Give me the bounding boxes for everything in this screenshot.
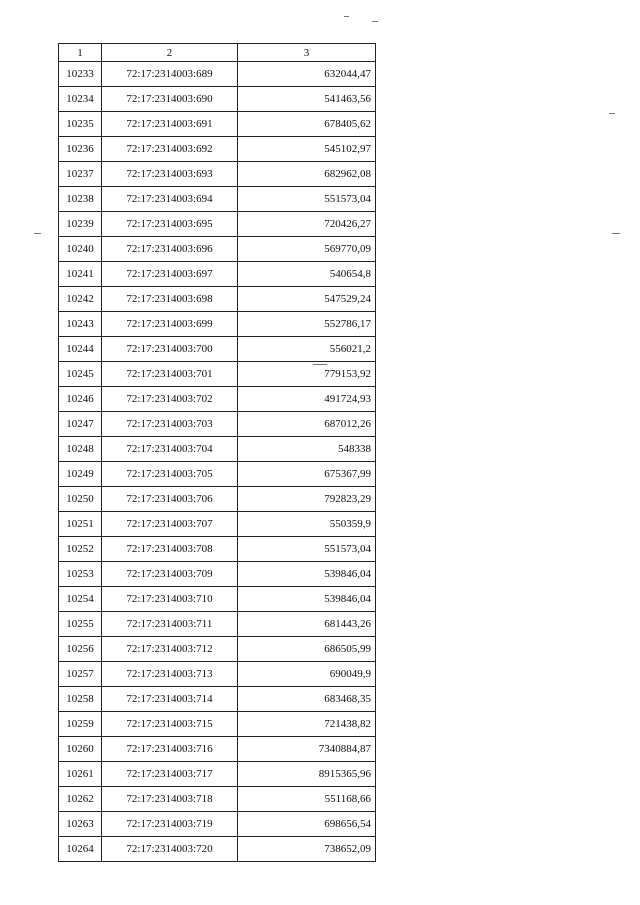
cadastral-number: 72:17:2314003:716 [102,737,238,762]
cadastral-number: 72:17:2314003:697 [102,262,238,287]
cadastral-number: 72:17:2314003:694 [102,187,238,212]
table-row [59,312,376,337]
row-number: 10262 [59,787,102,812]
cadastral-number: 72:17:2314003:702 [102,387,238,412]
cadastral-number: 72:17:2314003:709 [102,562,238,587]
cadastral-number: 72:17:2314003:696 [102,237,238,262]
row-number: 10243 [59,312,102,337]
cadastral-number: 72:17:2314003:719 [102,812,238,837]
table-row [59,112,376,137]
value-cell: 569770,09 [238,237,376,262]
scan-speck [612,233,620,234]
row-number: 10260 [59,737,102,762]
table-row [59,362,376,387]
row-number: 10255 [59,612,102,637]
cadastral-number: 72:17:2314003:700 [102,337,238,362]
table-row [59,662,376,687]
table-row [59,787,376,812]
value-cell: 551168,66 [238,787,376,812]
row-number: 10245 [59,362,102,387]
table-row [59,612,376,637]
value-cell: 690049,9 [238,662,376,687]
cadastral-number: 72:17:2314003:693 [102,162,238,187]
table-row [59,837,376,862]
row-number: 10244 [59,337,102,362]
cadastral-number: 72:17:2314003:704 [102,437,238,462]
value-cell: 545102,97 [238,137,376,162]
table-row [59,637,376,662]
table-row [59,812,376,837]
value-cell: 539846,04 [238,562,376,587]
value-cell: 491724,93 [238,387,376,412]
column-header-2: 2 [102,44,238,62]
table-row [59,237,376,262]
row-number: 10254 [59,587,102,612]
value-cell: 681443,26 [238,612,376,637]
row-number: 10239 [59,212,102,237]
table-row [59,437,376,462]
value-cell: 683468,35 [238,687,376,712]
cadastral-number: 72:17:2314003:699 [102,312,238,337]
column-header-3: 3 [238,44,376,62]
row-number: 10237 [59,162,102,187]
table-row [59,187,376,212]
scan-speck [609,113,615,114]
value-cell: 7340884,87 [238,737,376,762]
cadastral-number: 72:17:2314003:703 [102,412,238,437]
row-number: 10241 [59,262,102,287]
row-number: 10264 [59,837,102,862]
row-number: 10258 [59,687,102,712]
table-row [59,287,376,312]
cadastral-number: 72:17:2314003:717 [102,762,238,787]
value-cell: 551573,04 [238,187,376,212]
cadastral-number: 72:17:2314003:690 [102,87,238,112]
cadastral-number: 72:17:2314003:710 [102,587,238,612]
cadastral-number: 72:17:2314003:711 [102,612,238,637]
table-row [59,337,376,362]
table-row [59,712,376,737]
value-cell: 686505,99 [238,637,376,662]
table-row [59,262,376,287]
value-cell: 541463,56 [238,87,376,112]
row-number: 10242 [59,287,102,312]
table-row [59,562,376,587]
table-row [59,737,376,762]
cadastral-number: 72:17:2314003:691 [102,112,238,137]
value-cell: 556021,2 [238,337,376,362]
row-number: 10248 [59,437,102,462]
cadastral-number: 72:17:2314003:712 [102,637,238,662]
row-number: 10259 [59,712,102,737]
value-cell: 687012,26 [238,412,376,437]
table-row [59,462,376,487]
table-row [59,687,376,712]
cadastral-number: 72:17:2314003:713 [102,662,238,687]
row-number: 10250 [59,487,102,512]
row-number: 10240 [59,237,102,262]
row-number: 10234 [59,87,102,112]
table-row [59,412,376,437]
row-number: 10247 [59,412,102,437]
value-cell: 547529,24 [238,287,376,312]
cadastral-number: 72:17:2314003:714 [102,687,238,712]
cadastral-number: 72:17:2314003:695 [102,212,238,237]
row-number: 10235 [59,112,102,137]
cadastral-number: 72:17:2314003:720 [102,837,238,862]
cadastral-number: 72:17:2314003:707 [102,512,238,537]
value-cell: 550359,9 [238,512,376,537]
table-row [59,62,376,87]
cadastral-number: 72:17:2314003:706 [102,487,238,512]
value-cell: 539846,04 [238,587,376,612]
scan-speck [344,16,349,17]
row-number: 10252 [59,537,102,562]
row-number: 10253 [59,562,102,587]
cadastral-number: 72:17:2314003:701 [102,362,238,387]
header-row [59,44,376,62]
table-row [59,387,376,412]
cadastral-number: 72:17:2314003:718 [102,787,238,812]
table-row [59,87,376,112]
value-cell: 678405,62 [238,112,376,137]
table-row [59,512,376,537]
row-number: 10236 [59,137,102,162]
cadastral-number: 72:17:2314003:708 [102,537,238,562]
column-header-1: 1 [59,44,102,62]
row-number: 10249 [59,462,102,487]
scan-speck [313,364,327,365]
value-cell: 779153,92 [238,362,376,387]
row-number: 10263 [59,812,102,837]
value-cell: 720426,27 [238,212,376,237]
table-row [59,487,376,512]
table-row [59,587,376,612]
cadastral-number: 72:17:2314003:692 [102,137,238,162]
row-number: 10246 [59,387,102,412]
cadastral-number: 72:17:2314003:698 [102,287,238,312]
value-cell: 548338 [238,437,376,462]
table-row [59,162,376,187]
value-cell: 675367,99 [238,462,376,487]
table-row [59,137,376,162]
value-cell: 8915365,96 [238,762,376,787]
table-row [59,537,376,562]
value-cell: 632044,47 [238,62,376,87]
cadastral-number: 72:17:2314003:705 [102,462,238,487]
row-number: 10251 [59,512,102,537]
table-row [59,212,376,237]
cadastral-number: 72:17:2314003:715 [102,712,238,737]
value-cell: 738652,09 [238,837,376,862]
value-cell: 551573,04 [238,537,376,562]
row-number: 10238 [59,187,102,212]
value-cell: 698656,54 [238,812,376,837]
row-number: 10256 [59,637,102,662]
scan-speck [372,21,378,22]
parcel-table [58,43,376,862]
value-cell: 721438,82 [238,712,376,737]
value-cell: 540654,8 [238,262,376,287]
row-number: 10261 [59,762,102,787]
row-number: 10233 [59,62,102,87]
value-cell: 682962,08 [238,162,376,187]
value-cell: 792823,29 [238,487,376,512]
table-body [59,62,376,862]
row-number: 10257 [59,662,102,687]
scan-speck [34,233,41,234]
cadastral-number: 72:17:2314003:689 [102,62,238,87]
table-row [59,762,376,787]
value-cell: 552786,17 [238,312,376,337]
